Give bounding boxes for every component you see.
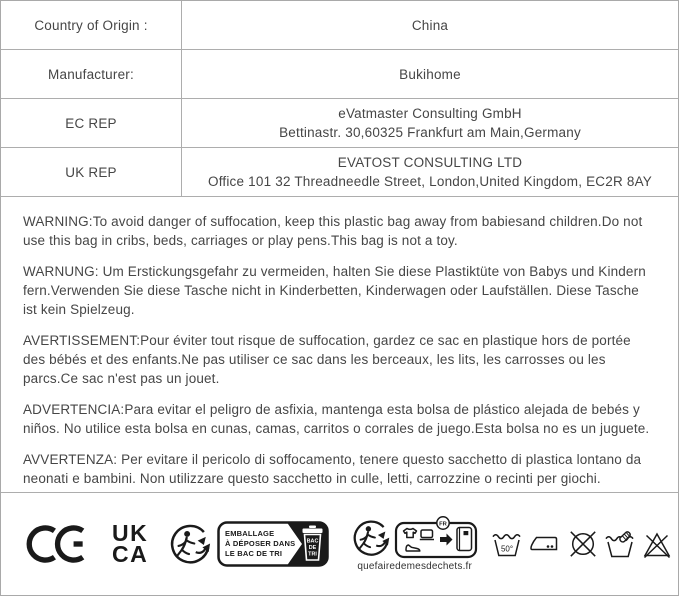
table-row-ec-rep [1, 99, 678, 148]
fr-badge-text: FR [439, 521, 448, 528]
wash-50-icon [492, 530, 522, 559]
uk-rep-value [182, 148, 678, 196]
value-line: EVATOST CONSULTING LTD [337, 155, 523, 170]
table-row-manufacturer [1, 50, 678, 99]
triman-icon [351, 518, 391, 558]
warning-french: AVERTISSEMENT:Pour éviter tout risque de suffocation, gardez ce sac en plastique hors de portée des bébés et des enfants.Ne pas utiliser ce sac dans les berceaux, les lits, les carrosses ou les parcs.Ce sac n'est pas un jouet. [23, 333, 631, 386]
ec-rep-value [182, 99, 678, 147]
quefairedemesdechets-url: quefairedemesdechets.fr [357, 561, 473, 572]
bin-text-line1: BAC [306, 538, 319, 545]
emballage-bac-de-tri-sign [217, 521, 329, 567]
warnings-section [1, 197, 678, 493]
fr-badge [437, 517, 449, 529]
do-not-dry-clean-icon [568, 529, 598, 559]
bin-text-line2: DE [308, 545, 317, 551]
compliance-strip [1, 493, 678, 595]
emballage-text-line2: À DÉPOSER DANS [225, 539, 296, 548]
infotri-block [351, 516, 478, 572]
table-row-country [1, 1, 678, 50]
value-line: Bukihome [399, 66, 461, 82]
warning-english: WARNING:To avoid danger of suffocation, keep this plastic bag away from babiesand children.Do not use this bag in cribs, beds, carriages or play pens.This bag is not a toy. [23, 214, 643, 248]
manufacturer-label: Manufacturer: [1, 50, 182, 98]
emballage-text-line1: EMBALLAGE [225, 529, 275, 538]
value-line: Office 101 32 Threadneedle Street, London,United Kingdom, EC2R 8AY [208, 174, 652, 189]
info-table [1, 1, 678, 197]
ce-mark-icon [26, 523, 88, 565]
care-symbols [492, 529, 672, 559]
country-of-origin-value [182, 1, 678, 49]
do-not-bleach-icon [642, 530, 672, 559]
wash-temp-text: 50° [501, 543, 514, 553]
hand-wash-icon [605, 530, 635, 559]
triman-icon [168, 522, 212, 566]
warning-italian: AVVERTENZA: Per evitare il pericolo di soffocamento, tenere questo sacchetto di plastica lontano da neonati e bambini. Non utilizzare questo sacchetto in culle, letti, carrozzine o recinti per giochi. [23, 452, 642, 486]
value-line: China [411, 17, 449, 33]
ec-rep-label: EC REP [1, 99, 182, 147]
value-line: Bettinastr. 30,60325 Frankfurt am Main,Germany [279, 125, 581, 140]
sorting-instructions-sign [394, 516, 478, 560]
warning-german: WARNUNG: Um Erstickungsgefahr zu vermeiden, halten Sie diese Plastiktüte von Babys und Kindern fern.Verwenden Sie diese Tasche nicht in Kinderbetten, Kinderwagen oder Laufställen. Diese Tasche ist kein Spielzeug. [23, 264, 646, 317]
bin-text-line3: TRI [308, 551, 318, 558]
infotri-signs [351, 516, 478, 560]
iron-two-dots-icon [529, 530, 561, 559]
value-line: eVatmaster Consulting GmbH [338, 106, 522, 121]
wheelie-bin-icon [303, 526, 323, 561]
ukca-line-uk: UK [112, 520, 149, 546]
table-row-uk-rep [1, 148, 678, 197]
ukca-mark [112, 520, 149, 567]
manufacturer-value [182, 50, 678, 98]
emballage-text-line3: LE BAC DE TRI [225, 549, 283, 558]
country-of-origin-label: Country of Origin : [1, 1, 182, 49]
uk-rep-label: UK REP [1, 148, 182, 196]
warning-spanish: ADVERTENCIA:Para evitar el peligro de asfixia, mantenga esta bolsa de plástico alejada de bebés y niños. No utilice esta bolsa en cunas, camas, carritos o corrales de juego.Esta bolsa no es un juguete. [23, 402, 650, 436]
ukca-line-ca: CA [112, 541, 149, 567]
